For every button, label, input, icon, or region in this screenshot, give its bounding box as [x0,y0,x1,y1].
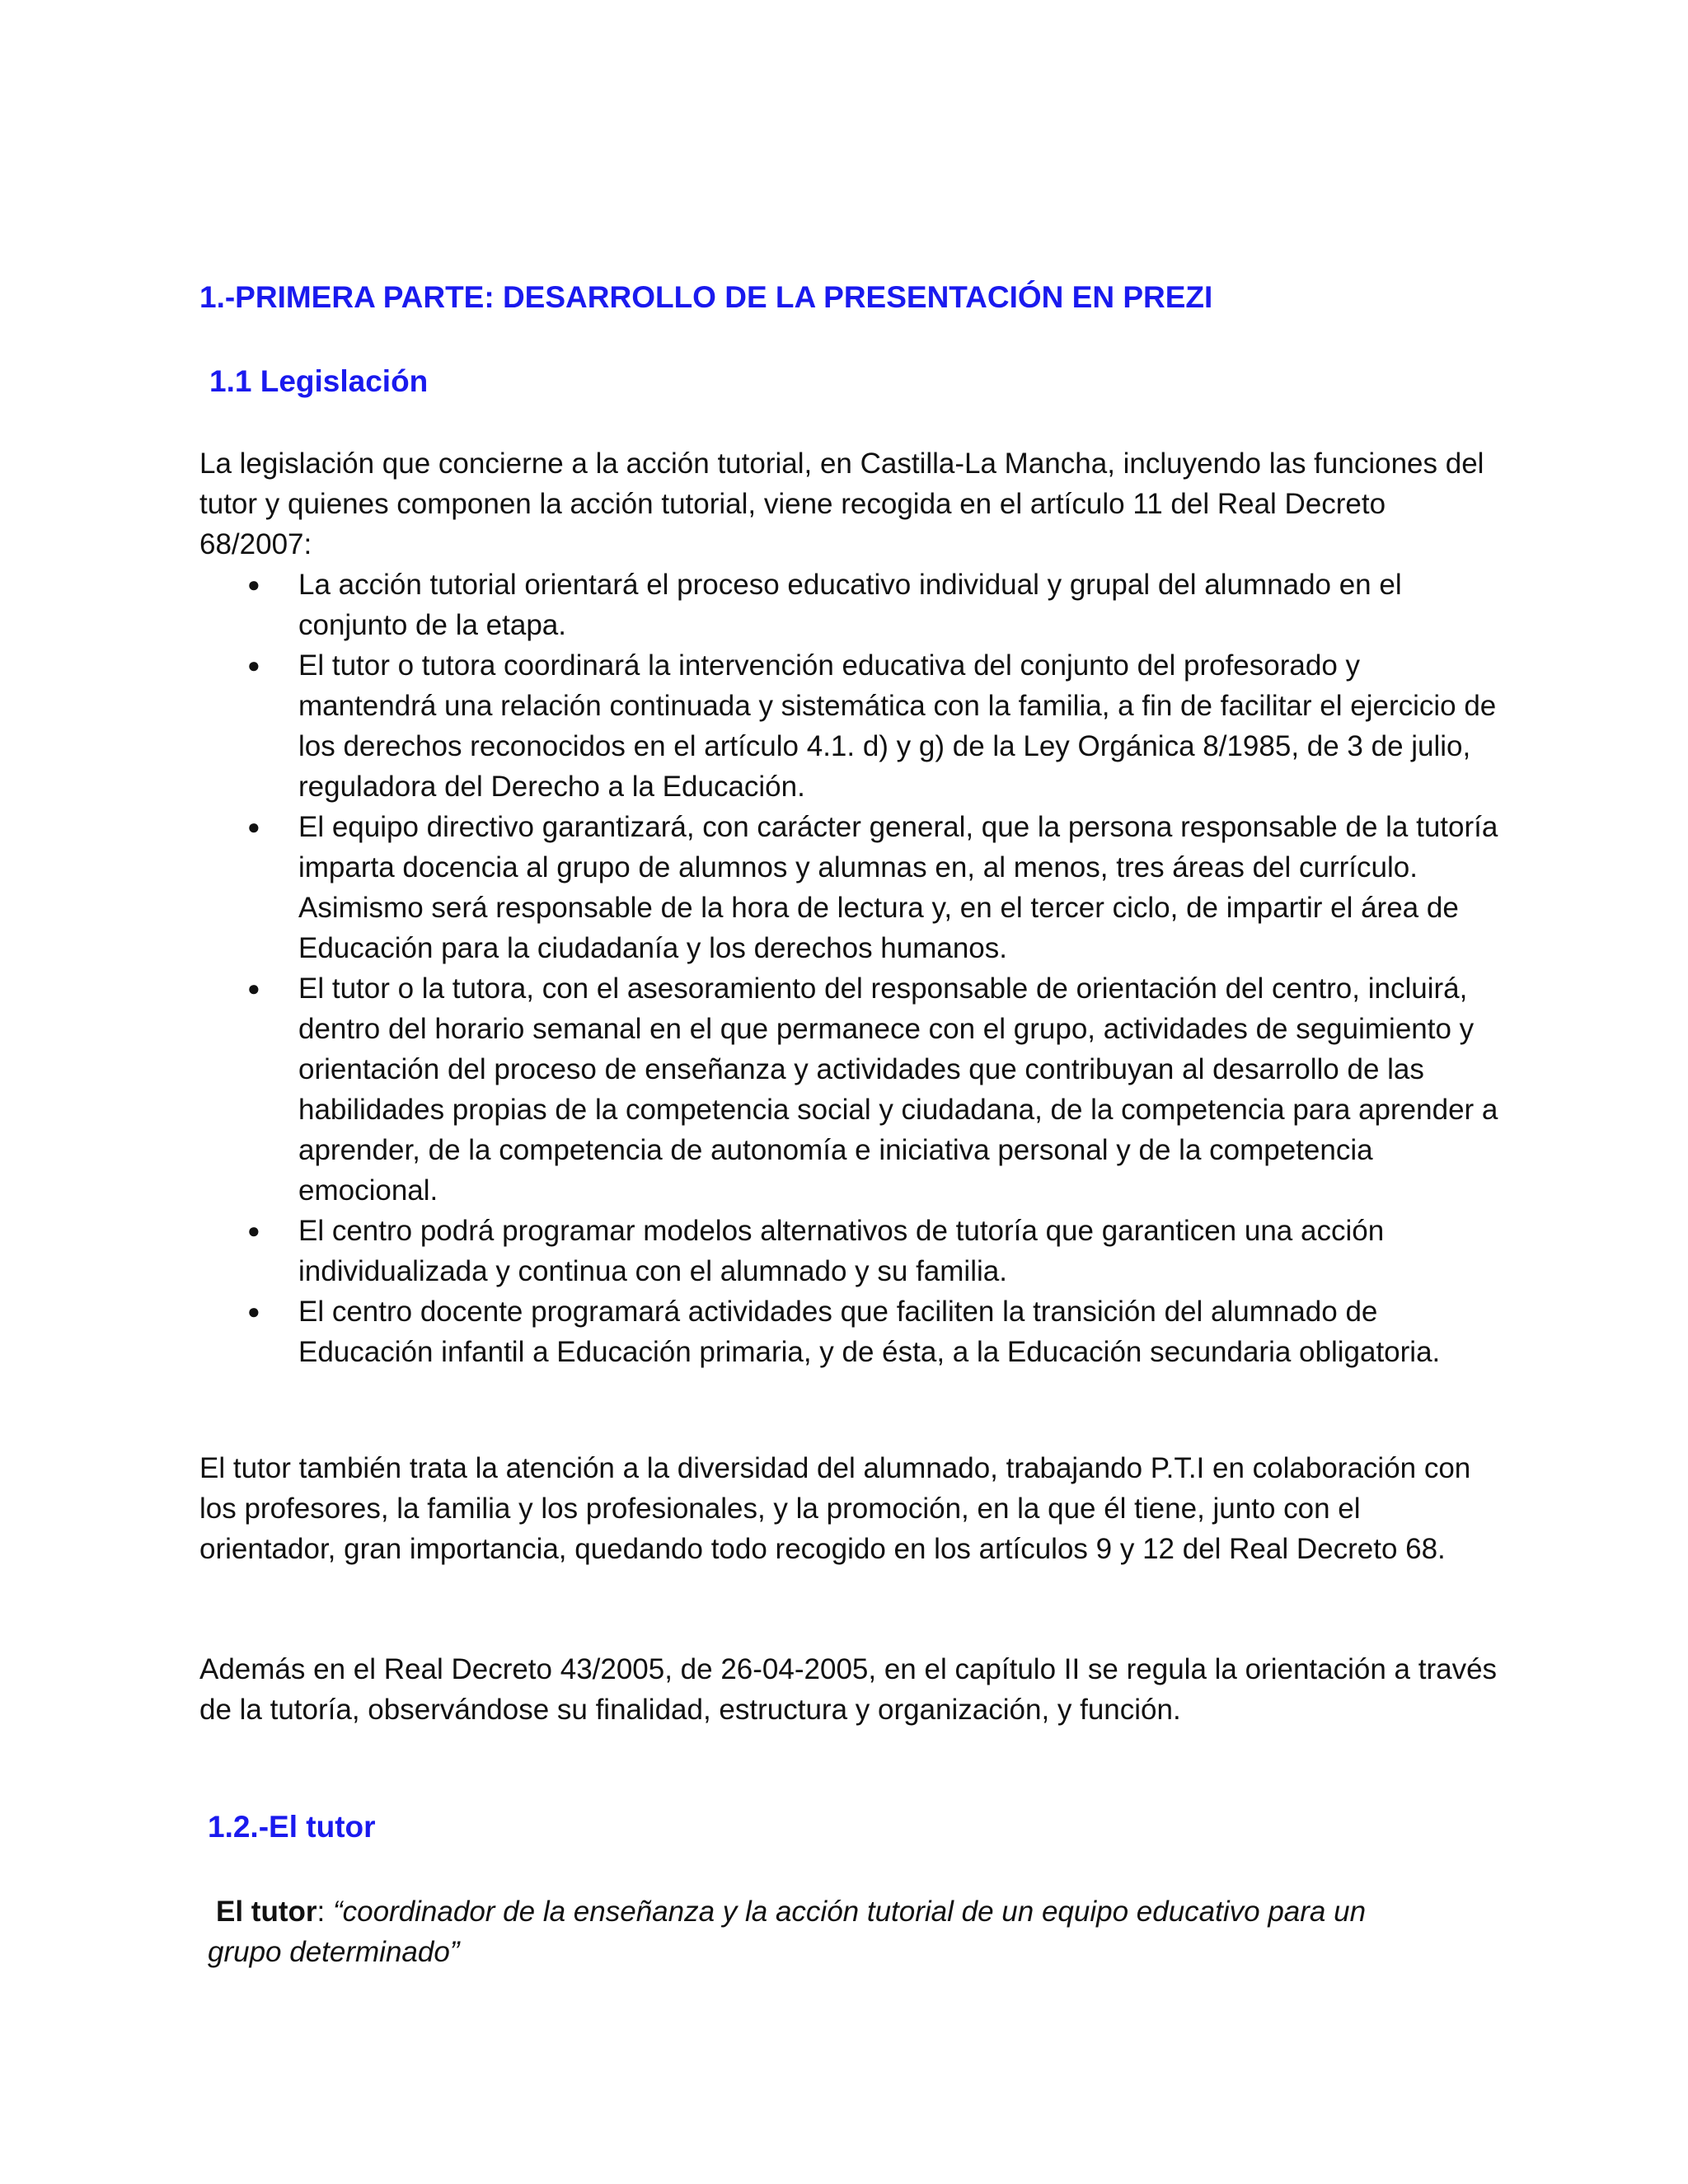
list-item-text: La acción tutorial orientará el proceso educativo individual y grupal del alumnado en el conjunto de la etapa. [298,569,1402,641]
list-item [199,565,1502,645]
list-item-text: El centro podrá programar modelos alternativos de tutoría que garanticen una acción individualizada y continua con el alumnado y su familia. [298,1215,1385,1287]
tutor-term: El tutor [216,1896,317,1928]
bullet-icon: ● [247,1218,260,1243]
bullet-icon: ● [247,976,260,1001]
list-item-text: El equipo directivo garantizará, con carácter general, que la persona responsable de la tutoría imparta docencia al grupo de alumnos y alumnas en, al menos, tres áreas del currículo. Asimismo será responsable de la hora de lectura y, en el tercer ciclo, de impartir el área de Educación para la ciudadanía y los derechos humanos. [298,811,1498,964]
definition-text-line2: grupo determinado” [208,1936,460,1968]
list-item [199,1291,1502,1372]
section-heading-legislacion: 1.1 Legislación [209,364,429,398]
intro-paragraph: La legislación que concierne a la acción tutorial, en Castilla-La Mancha, incluyendo las funciones del tutor y quienes componen la acción tutorial, viene recogida en el artículo 11 del Real Decreto 68/2007: [199,448,1484,560]
list-item [199,968,1502,1211]
bullet-icon: ● [247,814,260,839]
list-item [199,645,1502,807]
list-item-text: El tutor o tutora coordinará la intervención educativa del conjunto del profesorado y mantendrá una relación continuada y sistemática con la familia, a fin de facilitar el ejercicio de los derechos reconocidos en el artículo 4.1. d) y g) de la Ley Orgánica 8/1985, de 3 de julio, reguladora del Derecho a la Educación. [298,649,1497,803]
decree-paragraph: Además en el Real Decreto 43/2005, de 26-04-2005, en el capítulo II se regula la orientación a través de la tutoría, observándose su finalidad, estructura y organización, y función. [199,1653,1498,1726]
tutor-definition [208,1891,1502,1972]
definition-colon: : [316,1896,326,1928]
list-item-text: El centro docente programará actividades que faciliten la transición del alumnado de Educación infantil a Educación primaria, y de ésta, a la Educación secundaria obligatoria. [298,1296,1441,1368]
section-heading-el-tutor: 1.2.-El tutor [208,1810,376,1844]
bullet-icon: ● [247,653,260,677]
list-item-text: El tutor o la tutora, con el asesoramiento del responsable de orientación del centro, incluirá, dentro del horario semanal en el que permanece con el grupo, actividades de seguimiento y orientación del proceso de enseñanza y actividades que contribuyan al desarrollo de las habilidades propias de la competencia social y ciudadana, de la competencia para aprender a aprender, de la competencia de autonomía e iniciativa personal y de la competencia emocional. [298,972,1498,1207]
bullet-icon: ● [247,572,260,597]
list-item [199,1211,1502,1291]
legislation-bullet-list [199,565,1502,1372]
bullet-icon: ● [247,1299,260,1324]
diversity-paragraph: El tutor también trata la atención a la diversidad del alumnado, trabajando P.T.I en colaboración con los profesores, la familia y los profesionales, y la promoción, en la que él tiene, junto con el orientador, gran importancia, quedando todo recogido en los artículos 9 y 12 del Real Decreto 68. [199,1452,1471,1565]
definition-text-line1: “coordinador de la enseñanza y la acción tutorial de un equipo educativo para un [332,1896,1367,1928]
main-heading: 1.-PRIMERA PARTE: DESARROLLO DE LA PRESENTACIÓN EN PREZI [199,280,1213,314]
list-item [199,807,1502,968]
